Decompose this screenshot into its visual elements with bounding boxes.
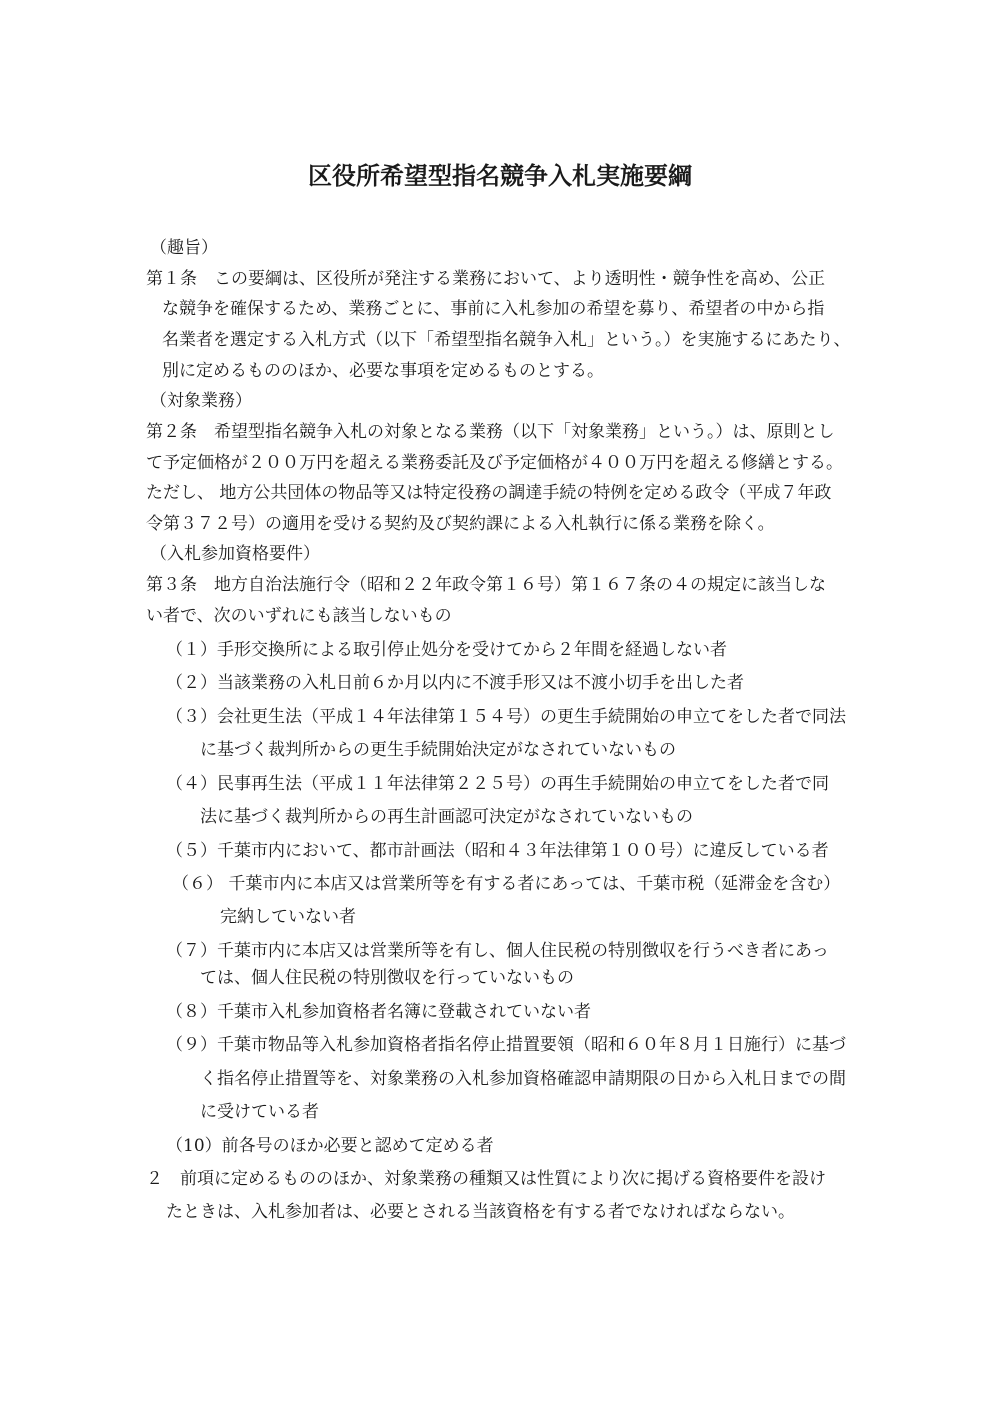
item-2: （２）当該業務の入札日前６か月以内に不渡手形又は不渡小切手を出した者 — [166, 673, 744, 693]
item-4-line-2: 法に基づく裁判所からの再生計画認可決定がなされていないもの — [200, 807, 693, 827]
item-9-line-3: に受けている者 — [200, 1102, 319, 1122]
item-9-line-2: く指名停止措置等を、対象業務の入札参加資格確認申請期限の日から入札日までの間 — [200, 1069, 846, 1089]
item-10: （10）前各号のほか必要と認めて定める者 — [166, 1136, 494, 1156]
item-6-line-2: 完納していない者 — [220, 907, 356, 927]
document-title: 区役所希望型指名競争入札実施要綱 — [308, 162, 692, 190]
article-3-line-1: 第３条 地方自治法施行令（昭和２２年政令第１６号）第１６７条の４の規定に該当しな — [146, 575, 826, 595]
item-8: （８）千葉市入札参加資格者名簿に登載されていない者 — [166, 1002, 591, 1022]
item-6-line-1: （６） 千葉市内に本店又は営業所等を有する者にあっては、千葉市税（延滞金を含む） — [172, 874, 841, 894]
item-7-line-2: ては、個人住民税の特別徴収を行っていないもの — [200, 968, 574, 988]
item-1: （１）手形交換所による取引停止処分を受けてから２年間を経過しない者 — [166, 640, 727, 660]
item-3-line-2: に基づく裁判所からの更生手続開始決定がなされていないもの — [200, 740, 676, 760]
item-5: （５）千葉市内において、都市計画法（昭和４３年法律第１００号）に違反している者 — [166, 841, 829, 861]
item-9-line-1: （９）千葉市物品等入札参加資格者指名停止措置要領（昭和６０年８月１日施行）に基づ — [166, 1035, 846, 1055]
article-3-paragraph-2-line-1: ２ 前項に定めるもののほか、対象業務の種類又は性質により次に掲げる資格要件を設け — [146, 1169, 826, 1189]
article-1-line-4: 別に定めるもののほか、必要な事項を定めるものとする。 — [162, 361, 604, 381]
item-7-line-1: （７）千葉市内に本店又は営業所等を有し、個人住民税の特別徴収を行うべき者にあっ — [166, 941, 829, 961]
article-2-line-4: 令第３７２号）の適用を受ける契約及び契約課による入札執行に係る業務を除く。 — [146, 514, 775, 534]
article-3-line-2: い者で、次のいずれにも該当しないもの — [146, 606, 452, 626]
article-3-paragraph-2-line-2: たときは、入札参加者は、必要とされる当該資格を有する者でなければならない。 — [166, 1202, 795, 1222]
item-4-line-1: （４）民事再生法（平成１１年法律第２２５号）の再生手続開始の申立てをした者で同 — [166, 774, 829, 794]
heading-target-work: （対象業務） — [150, 391, 252, 411]
heading-qualification: （入札参加資格要件） — [150, 544, 320, 564]
article-1-line-3: 名業者を選定する入札方式（以下「希望型指名競争入札」という。）を実施するにあたり、 — [162, 330, 851, 350]
article-1-line-1: 第１条 この要綱は、区役所が発注する業務において、より透明性・競争性を高め、公正 — [146, 269, 825, 289]
article-2-line-1: 第２条 希望型指名競争入札の対象となる業務（以下「対象業務」という。）は、原則とし — [146, 422, 835, 442]
heading-purpose: （趣旨） — [150, 238, 218, 258]
item-3-line-1: （３）会社更生法（平成１４年法律第１５４号）の更生手続開始の申立てをした者で同法 — [166, 707, 846, 727]
article-1-line-2: な競争を確保するため、業務ごとに、事前に入札参加の希望を募り、希望者の中から指 — [162, 299, 825, 319]
article-2-line-3: ただし、 地方公共団体の物品等又は特定役務の調達手続の特例を定める政令（平成７年政 — [146, 483, 832, 503]
article-2-line-2: て予定価格が２００万円を超える業務委託及び予定価格が４００万円を超える修繕とする。 — [146, 453, 843, 473]
